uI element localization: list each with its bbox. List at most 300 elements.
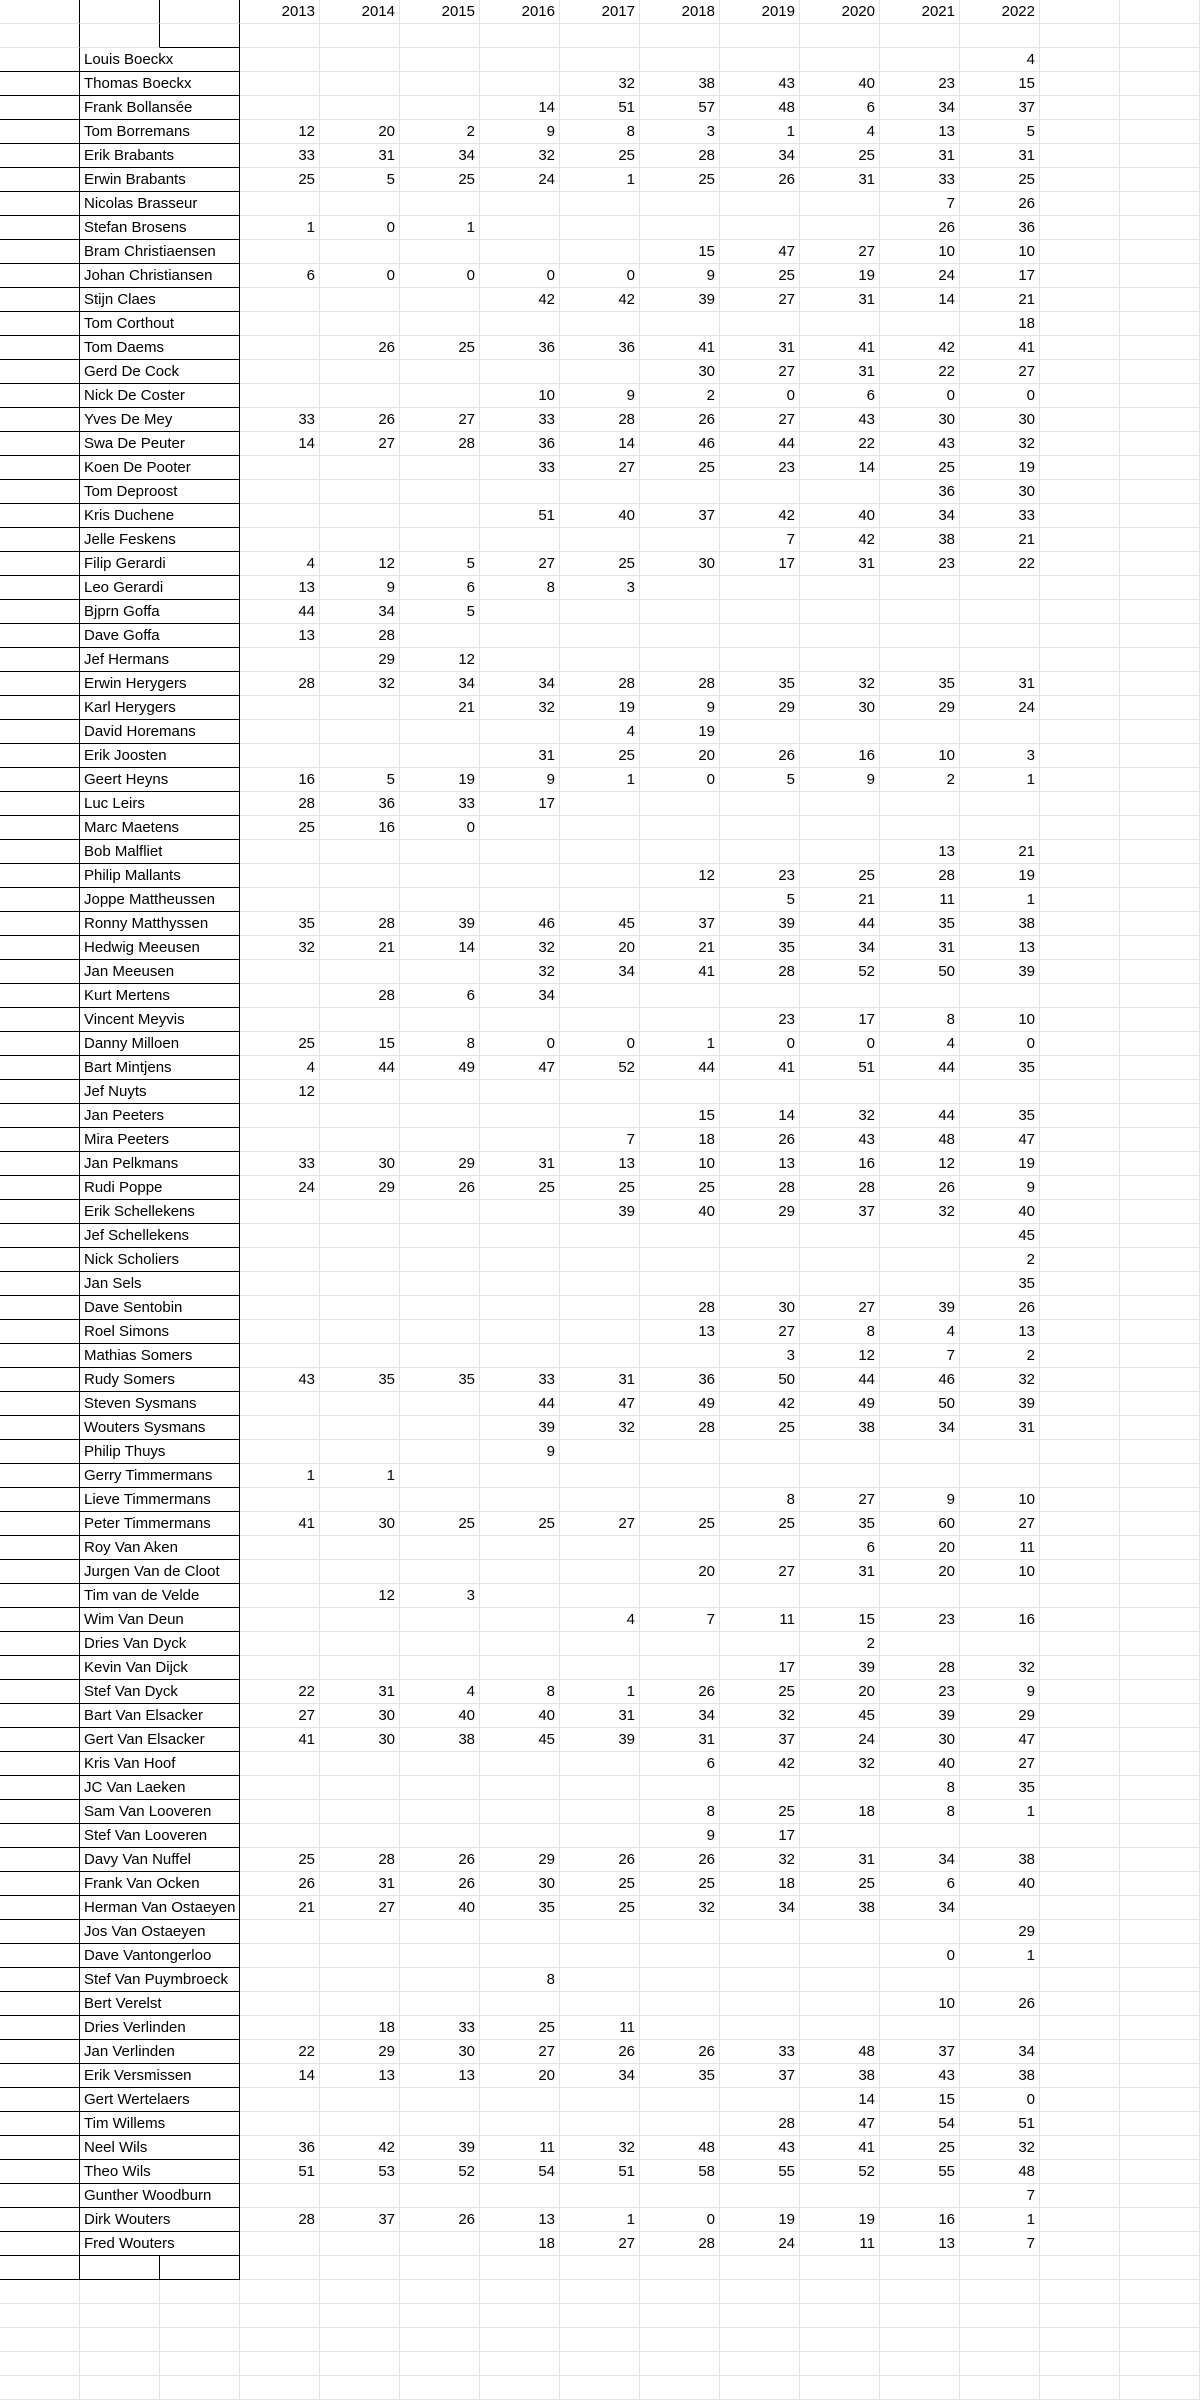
score-cell[interactable]: 29 xyxy=(320,1176,400,1200)
score-cell[interactable]: 25 xyxy=(560,552,640,576)
score-cell[interactable]: 34 xyxy=(880,1848,960,1872)
score-cell[interactable] xyxy=(240,840,320,864)
blank-cell[interactable] xyxy=(1040,1944,1120,1968)
score-cell[interactable]: 25 xyxy=(720,1416,800,1440)
score-cell[interactable] xyxy=(560,1536,640,1560)
player-name-cell[interactable]: Philip Thuys xyxy=(80,1440,240,1464)
score-cell[interactable] xyxy=(800,648,880,672)
blank-cell[interactable] xyxy=(1040,2352,1120,2376)
score-cell[interactable]: 30 xyxy=(960,408,1040,432)
score-cell[interactable]: 36 xyxy=(640,1368,720,1392)
score-cell[interactable]: 6 xyxy=(880,1872,960,1896)
blank-cell[interactable] xyxy=(1120,1032,1200,1056)
score-cell[interactable]: 23 xyxy=(880,1680,960,1704)
score-cell[interactable] xyxy=(960,648,1040,672)
score-cell[interactable] xyxy=(240,456,320,480)
blank-cell[interactable] xyxy=(0,1704,80,1728)
score-cell[interactable]: 32 xyxy=(880,1200,960,1224)
player-name-cell[interactable]: Koen De Pooter xyxy=(80,456,240,480)
score-cell[interactable] xyxy=(240,1752,320,1776)
blank-cell[interactable] xyxy=(1120,1392,1200,1416)
score-cell[interactable] xyxy=(720,216,800,240)
blank-cell[interactable] xyxy=(880,2256,960,2280)
score-cell[interactable]: 32 xyxy=(320,672,400,696)
score-cell[interactable]: 25 xyxy=(880,2136,960,2160)
score-cell[interactable]: 35 xyxy=(720,672,800,696)
score-cell[interactable] xyxy=(240,1536,320,1560)
blank-cell[interactable] xyxy=(560,24,640,48)
score-cell[interactable] xyxy=(240,1320,320,1344)
score-cell[interactable] xyxy=(720,600,800,624)
score-cell[interactable]: 34 xyxy=(400,672,480,696)
score-cell[interactable]: 25 xyxy=(720,1512,800,1536)
blank-cell[interactable] xyxy=(80,2328,160,2352)
score-cell[interactable]: 48 xyxy=(720,96,800,120)
player-name-cell[interactable]: Jos Van Ostaeyen xyxy=(80,1920,240,1944)
score-cell[interactable]: 29 xyxy=(880,696,960,720)
blank-cell[interactable] xyxy=(0,2280,80,2304)
score-cell[interactable] xyxy=(400,1344,480,1368)
score-cell[interactable]: 15 xyxy=(800,1608,880,1632)
score-cell[interactable]: 32 xyxy=(560,2136,640,2160)
score-cell[interactable] xyxy=(560,1008,640,1032)
score-cell[interactable] xyxy=(320,240,400,264)
blank-cell[interactable] xyxy=(1120,1080,1200,1104)
blank-cell[interactable] xyxy=(1120,960,1200,984)
blank-cell[interactable] xyxy=(1040,552,1120,576)
score-cell[interactable]: 13 xyxy=(720,1152,800,1176)
score-cell[interactable]: 47 xyxy=(800,2112,880,2136)
blank-cell[interactable] xyxy=(1120,600,1200,624)
blank-cell[interactable] xyxy=(0,1344,80,1368)
score-cell[interactable]: 14 xyxy=(880,288,960,312)
score-cell[interactable]: 9 xyxy=(480,768,560,792)
score-cell[interactable]: 10 xyxy=(880,240,960,264)
score-cell[interactable]: 34 xyxy=(480,984,560,1008)
score-cell[interactable]: 0 xyxy=(400,816,480,840)
score-cell[interactable]: 42 xyxy=(480,288,560,312)
score-cell[interactable]: 35 xyxy=(320,1368,400,1392)
blank-cell[interactable] xyxy=(720,2304,800,2328)
score-cell[interactable]: 8 xyxy=(800,1320,880,1344)
score-cell[interactable] xyxy=(880,816,960,840)
score-cell[interactable]: 52 xyxy=(800,2160,880,2184)
score-cell[interactable] xyxy=(240,1416,320,1440)
score-cell[interactable]: 26 xyxy=(560,2040,640,2064)
blank-cell[interactable] xyxy=(0,1080,80,1104)
score-cell[interactable]: 40 xyxy=(960,1200,1040,1224)
score-cell[interactable]: 3 xyxy=(960,744,1040,768)
score-cell[interactable] xyxy=(720,816,800,840)
blank-cell[interactable] xyxy=(0,1992,80,2016)
blank-cell[interactable] xyxy=(1120,1512,1200,1536)
score-cell[interactable]: 10 xyxy=(960,1560,1040,1584)
score-cell[interactable] xyxy=(560,600,640,624)
score-cell[interactable] xyxy=(960,720,1040,744)
score-cell[interactable]: 33 xyxy=(960,504,1040,528)
score-cell[interactable] xyxy=(240,1800,320,1824)
score-cell[interactable] xyxy=(720,576,800,600)
score-cell[interactable] xyxy=(800,1272,880,1296)
blank-cell[interactable] xyxy=(1040,1152,1120,1176)
blank-cell[interactable] xyxy=(1040,1848,1120,1872)
score-cell[interactable] xyxy=(560,1296,640,1320)
score-cell[interactable]: 28 xyxy=(800,1176,880,1200)
blank-cell[interactable] xyxy=(1040,360,1120,384)
score-cell[interactable] xyxy=(880,1248,960,1272)
score-cell[interactable]: 54 xyxy=(880,2112,960,2136)
score-cell[interactable]: 33 xyxy=(400,792,480,816)
score-cell[interactable] xyxy=(400,1800,480,1824)
score-cell[interactable] xyxy=(400,1752,480,1776)
blank-cell[interactable] xyxy=(1040,1992,1120,2016)
player-name-cell[interactable]: Steven Sysmans xyxy=(80,1392,240,1416)
score-cell[interactable]: 48 xyxy=(960,2160,1040,2184)
blank-cell[interactable] xyxy=(0,2328,80,2352)
player-name-cell[interactable]: Neel Wils xyxy=(80,2136,240,2160)
score-cell[interactable]: 25 xyxy=(640,1512,720,1536)
blank-cell[interactable] xyxy=(1040,0,1120,24)
score-cell[interactable] xyxy=(880,2016,960,2040)
blank-cell[interactable] xyxy=(0,1968,80,1992)
score-cell[interactable]: 55 xyxy=(880,2160,960,2184)
score-cell[interactable] xyxy=(640,1080,720,1104)
score-cell[interactable]: 27 xyxy=(960,1512,1040,1536)
score-cell[interactable]: 24 xyxy=(960,696,1040,720)
player-name-cell[interactable]: Tom Daems xyxy=(80,336,240,360)
blank-cell[interactable] xyxy=(240,2280,320,2304)
score-cell[interactable] xyxy=(320,744,400,768)
score-cell[interactable] xyxy=(560,648,640,672)
score-cell[interactable] xyxy=(560,216,640,240)
blank-cell[interactable] xyxy=(1040,408,1120,432)
score-cell[interactable]: 24 xyxy=(720,2232,800,2256)
score-cell[interactable] xyxy=(560,312,640,336)
score-cell[interactable] xyxy=(320,1632,400,1656)
blank-cell[interactable] xyxy=(1120,528,1200,552)
score-cell[interactable]: 32 xyxy=(800,1752,880,1776)
blank-cell[interactable] xyxy=(0,2016,80,2040)
score-cell[interactable]: 37 xyxy=(960,96,1040,120)
score-cell[interactable]: 25 xyxy=(720,264,800,288)
score-cell[interactable]: 30 xyxy=(880,408,960,432)
score-cell[interactable]: 25 xyxy=(240,168,320,192)
blank-cell[interactable] xyxy=(1120,0,1200,24)
blank-cell[interactable] xyxy=(1040,2280,1120,2304)
score-cell[interactable]: 31 xyxy=(960,1416,1040,1440)
score-cell[interactable]: 18 xyxy=(640,1128,720,1152)
blank-cell[interactable] xyxy=(880,2376,960,2400)
score-cell[interactable]: 13 xyxy=(880,840,960,864)
blank-cell[interactable] xyxy=(1120,912,1200,936)
year-header[interactable]: 2019 xyxy=(720,0,800,24)
player-name-cell[interactable]: Johan Christiansen xyxy=(80,264,240,288)
score-cell[interactable] xyxy=(720,840,800,864)
score-cell[interactable] xyxy=(640,480,720,504)
score-cell[interactable]: 33 xyxy=(480,1368,560,1392)
score-cell[interactable] xyxy=(240,1392,320,1416)
score-cell[interactable] xyxy=(720,624,800,648)
score-cell[interactable] xyxy=(560,1224,640,1248)
blank-cell[interactable] xyxy=(1120,2160,1200,2184)
score-cell[interactable]: 1 xyxy=(560,168,640,192)
score-cell[interactable]: 0 xyxy=(960,1032,1040,1056)
score-cell[interactable]: 29 xyxy=(320,648,400,672)
score-cell[interactable] xyxy=(480,1992,560,2016)
score-cell[interactable]: 19 xyxy=(640,720,720,744)
blank-cell[interactable] xyxy=(80,2352,160,2376)
blank-cell[interactable] xyxy=(320,2328,400,2352)
blank-cell[interactable] xyxy=(1120,384,1200,408)
score-cell[interactable]: 50 xyxy=(880,1392,960,1416)
score-cell[interactable]: 1 xyxy=(640,1032,720,1056)
score-cell[interactable]: 26 xyxy=(400,2208,480,2232)
score-cell[interactable] xyxy=(640,1440,720,1464)
score-cell[interactable] xyxy=(400,1128,480,1152)
blank-cell[interactable] xyxy=(640,2328,720,2352)
score-cell[interactable]: 37 xyxy=(720,1728,800,1752)
blank-cell[interactable] xyxy=(160,2328,240,2352)
score-cell[interactable]: 0 xyxy=(880,1944,960,1968)
score-cell[interactable]: 58 xyxy=(640,2160,720,2184)
player-name-cell[interactable]: Nick Scholiers xyxy=(80,1248,240,1272)
score-cell[interactable]: 4 xyxy=(880,1032,960,1056)
blank-cell[interactable] xyxy=(880,24,960,48)
year-header[interactable]: 2013 xyxy=(240,0,320,24)
player-name-cell[interactable]: Bart Mintjens xyxy=(80,1056,240,1080)
score-cell[interactable]: 30 xyxy=(320,1704,400,1728)
score-cell[interactable]: 17 xyxy=(720,552,800,576)
blank-cell[interactable] xyxy=(0,1800,80,1824)
blank-cell[interactable] xyxy=(1120,1152,1200,1176)
blank-cell[interactable] xyxy=(1040,768,1120,792)
score-cell[interactable]: 14 xyxy=(400,936,480,960)
score-cell[interactable]: 31 xyxy=(720,336,800,360)
score-cell[interactable] xyxy=(400,1008,480,1032)
score-cell[interactable]: 26 xyxy=(960,1296,1040,1320)
score-cell[interactable] xyxy=(240,1920,320,1944)
blank-cell[interactable] xyxy=(1120,1224,1200,1248)
player-name-cell[interactable]: Marc Maetens xyxy=(80,816,240,840)
score-cell[interactable]: 46 xyxy=(480,912,560,936)
score-cell[interactable] xyxy=(640,888,720,912)
score-cell[interactable] xyxy=(560,1488,640,1512)
player-name-cell[interactable]: Stef Van Looveren xyxy=(80,1824,240,1848)
blank-cell[interactable] xyxy=(1040,1608,1120,1632)
score-cell[interactable] xyxy=(880,1272,960,1296)
blank-cell[interactable] xyxy=(0,1200,80,1224)
score-cell[interactable]: 27 xyxy=(480,2040,560,2064)
score-cell[interactable]: 41 xyxy=(640,336,720,360)
blank-cell[interactable] xyxy=(1040,144,1120,168)
score-cell[interactable]: 9 xyxy=(800,768,880,792)
score-cell[interactable]: 10 xyxy=(960,240,1040,264)
score-cell[interactable]: 19 xyxy=(400,768,480,792)
blank-cell[interactable] xyxy=(1040,1464,1120,1488)
score-cell[interactable] xyxy=(400,2184,480,2208)
score-cell[interactable]: 28 xyxy=(560,672,640,696)
score-cell[interactable]: 26 xyxy=(880,216,960,240)
score-cell[interactable]: 2 xyxy=(960,1344,1040,1368)
score-cell[interactable] xyxy=(240,2112,320,2136)
player-name-cell[interactable]: Stef Van Puymbroeck xyxy=(80,1968,240,1992)
score-cell[interactable]: 28 xyxy=(640,144,720,168)
player-name-cell[interactable]: Nick De Coster xyxy=(80,384,240,408)
blank-cell[interactable] xyxy=(1040,1824,1120,1848)
blank-cell[interactable] xyxy=(240,2376,320,2400)
score-cell[interactable]: 34 xyxy=(720,1896,800,1920)
score-cell[interactable]: 35 xyxy=(240,912,320,936)
score-cell[interactable] xyxy=(720,1992,800,2016)
score-cell[interactable] xyxy=(880,2184,960,2208)
score-cell[interactable]: 4 xyxy=(400,1680,480,1704)
score-cell[interactable] xyxy=(640,624,720,648)
score-cell[interactable] xyxy=(800,1224,880,1248)
score-cell[interactable] xyxy=(560,240,640,264)
score-cell[interactable]: 7 xyxy=(880,192,960,216)
score-cell[interactable]: 24 xyxy=(240,1176,320,1200)
score-cell[interactable] xyxy=(320,1080,400,1104)
score-cell[interactable] xyxy=(960,1968,1040,1992)
score-cell[interactable] xyxy=(480,1536,560,1560)
score-cell[interactable] xyxy=(480,1920,560,1944)
score-cell[interactable] xyxy=(320,1800,400,1824)
score-cell[interactable] xyxy=(320,2232,400,2256)
score-cell[interactable] xyxy=(800,1584,880,1608)
score-cell[interactable]: 9 xyxy=(560,384,640,408)
score-cell[interactable]: 4 xyxy=(960,48,1040,72)
blank-cell[interactable] xyxy=(0,1440,80,1464)
blank-cell[interactable] xyxy=(0,2184,80,2208)
score-cell[interactable] xyxy=(960,624,1040,648)
blank-cell[interactable] xyxy=(0,912,80,936)
blank-cell[interactable] xyxy=(560,2352,640,2376)
score-cell[interactable] xyxy=(320,1008,400,1032)
blank-cell[interactable] xyxy=(1040,2304,1120,2328)
blank-cell[interactable] xyxy=(1040,1056,1120,1080)
blank-cell[interactable] xyxy=(0,1128,80,1152)
score-cell[interactable] xyxy=(320,2088,400,2112)
score-cell[interactable] xyxy=(640,1272,720,1296)
blank-cell[interactable] xyxy=(1120,1944,1200,1968)
blank-cell[interactable] xyxy=(0,1584,80,1608)
blank-cell[interactable] xyxy=(0,1176,80,1200)
score-cell[interactable] xyxy=(240,1584,320,1608)
blank-cell[interactable] xyxy=(0,1680,80,1704)
score-cell[interactable]: 31 xyxy=(880,144,960,168)
score-cell[interactable] xyxy=(560,1584,640,1608)
score-cell[interactable]: 28 xyxy=(240,2208,320,2232)
blank-cell[interactable] xyxy=(1040,2064,1120,2088)
score-cell[interactable]: 27 xyxy=(560,2232,640,2256)
blank-cell[interactable] xyxy=(0,360,80,384)
player-name-cell[interactable]: Philip Mallants xyxy=(80,864,240,888)
score-cell[interactable] xyxy=(480,1008,560,1032)
blank-cell[interactable] xyxy=(1120,1656,1200,1680)
score-cell[interactable]: 37 xyxy=(800,1200,880,1224)
score-cell[interactable]: 55 xyxy=(720,2160,800,2184)
player-name-cell[interactable]: Tim Willems xyxy=(80,2112,240,2136)
blank-cell[interactable] xyxy=(1040,1584,1120,1608)
blank-cell[interactable] xyxy=(80,2280,160,2304)
player-name-cell[interactable]: Gerry Timmermans xyxy=(80,1464,240,1488)
score-cell[interactable]: 48 xyxy=(800,2040,880,2064)
score-cell[interactable]: 43 xyxy=(720,72,800,96)
blank-cell[interactable] xyxy=(1040,1920,1120,1944)
score-cell[interactable] xyxy=(240,240,320,264)
score-cell[interactable]: 0 xyxy=(800,1032,880,1056)
score-cell[interactable]: 54 xyxy=(480,2160,560,2184)
score-cell[interactable] xyxy=(640,792,720,816)
blank-cell[interactable] xyxy=(0,1368,80,1392)
score-cell[interactable] xyxy=(480,1080,560,1104)
score-cell[interactable]: 42 xyxy=(720,1752,800,1776)
blank-cell[interactable] xyxy=(0,1416,80,1440)
score-cell[interactable]: 20 xyxy=(640,744,720,768)
score-cell[interactable]: 26 xyxy=(640,408,720,432)
player-name-cell[interactable]: Erik Joosten xyxy=(80,744,240,768)
score-cell[interactable]: 13 xyxy=(400,2064,480,2088)
score-cell[interactable] xyxy=(320,1344,400,1368)
blank-cell[interactable] xyxy=(1120,744,1200,768)
score-cell[interactable]: 37 xyxy=(640,912,720,936)
score-cell[interactable] xyxy=(240,1608,320,1632)
score-cell[interactable]: 23 xyxy=(720,456,800,480)
score-cell[interactable]: 8 xyxy=(880,1008,960,1032)
player-name-cell[interactable]: Tom Deproost xyxy=(80,480,240,504)
blank-cell[interactable] xyxy=(1040,264,1120,288)
blank-cell[interactable] xyxy=(0,384,80,408)
score-cell[interactable]: 28 xyxy=(720,2112,800,2136)
score-cell[interactable]: 45 xyxy=(800,1704,880,1728)
score-cell[interactable] xyxy=(640,1344,720,1368)
blank-cell[interactable] xyxy=(0,624,80,648)
score-cell[interactable] xyxy=(320,720,400,744)
blank-cell[interactable] xyxy=(0,288,80,312)
score-cell[interactable]: 28 xyxy=(320,912,400,936)
score-cell[interactable]: 39 xyxy=(640,288,720,312)
player-name-cell[interactable]: Gunther Woodburn xyxy=(80,2184,240,2208)
score-cell[interactable]: 28 xyxy=(240,672,320,696)
score-cell[interactable] xyxy=(400,312,480,336)
score-cell[interactable] xyxy=(560,816,640,840)
blank-cell[interactable] xyxy=(0,2112,80,2136)
score-cell[interactable]: 1 xyxy=(240,216,320,240)
blank-cell[interactable] xyxy=(320,2352,400,2376)
score-cell[interactable]: 21 xyxy=(320,936,400,960)
score-cell[interactable]: 23 xyxy=(880,72,960,96)
score-cell[interactable]: 39 xyxy=(400,912,480,936)
blank-cell[interactable] xyxy=(800,2352,880,2376)
score-cell[interactable] xyxy=(640,1968,720,1992)
score-cell[interactable] xyxy=(640,840,720,864)
score-cell[interactable]: 15 xyxy=(640,240,720,264)
blank-cell[interactable] xyxy=(1120,504,1200,528)
score-cell[interactable]: 39 xyxy=(880,1704,960,1728)
blank-cell[interactable] xyxy=(800,2328,880,2352)
score-cell[interactable] xyxy=(320,360,400,384)
blank-cell[interactable] xyxy=(1120,1752,1200,1776)
blank-cell[interactable] xyxy=(0,888,80,912)
score-cell[interactable]: 12 xyxy=(240,120,320,144)
blank-cell[interactable] xyxy=(400,2328,480,2352)
score-cell[interactable]: 46 xyxy=(640,432,720,456)
player-name-cell[interactable]: Erik Versmissen xyxy=(80,2064,240,2088)
score-cell[interactable] xyxy=(480,480,560,504)
score-cell[interactable] xyxy=(480,720,560,744)
blank-cell[interactable] xyxy=(560,2304,640,2328)
player-name-cell[interactable]: Jelle Feskens xyxy=(80,528,240,552)
